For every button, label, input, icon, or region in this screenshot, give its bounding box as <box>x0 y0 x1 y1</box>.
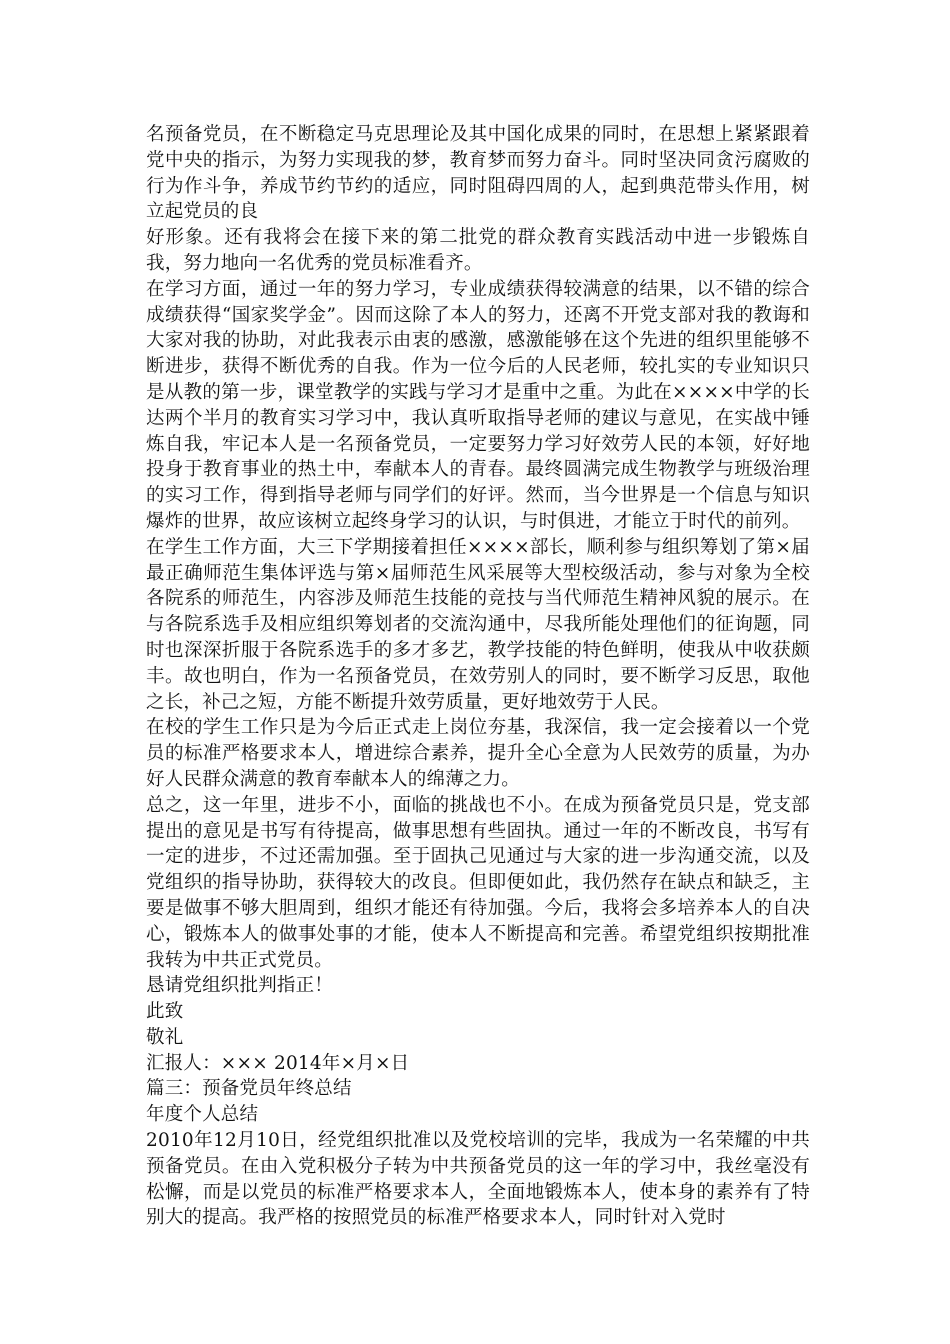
section-heading: 篇三：预备党员年终总结 <box>146 1078 352 1100</box>
closing-request: 恳请党组织批判指正！ <box>146 975 334 997</box>
paragraph-future: 在校的学生工作只是为今后正式走上岗位夯基，我深信，我一定会接着以一个党员的标准严格要求本人，增进综合素养，提升全心全意为人民效劳的质量，为办好人民群众满意的教育奉献本人的绵薄之力。 <box>146 717 810 790</box>
closing-regards: 敬礼 <box>146 1026 184 1048</box>
paragraph-student-work: 在学生工作方面，大三下学期接着担任××××部长，顺利参与组织筹划了第×届最正确师范生集体评选与第×届师范生风采展等大型校级活动，参与对象为全校各院系的师范生，内容涉及师范生技能的竞技与当代师范生精神风貌的展示。在与各院系选手及相应组织筹划者的交流沟通中，尽我所能处理他们的征询题，同时也深深折服于各院系选手的多才多艺，教学技能的特色鲜明，使我从中收获颇丰。故也明白，作为一名预备党员，在效劳别人的同时，要不断学习反思，取他之长，补己之短，方能不断提升效劳质量，更好地效劳于人民。 <box>146 536 810 713</box>
closing-salutation: 此致 <box>146 1001 184 1023</box>
section-subtitle: 年度个人总结 <box>146 1104 259 1126</box>
paragraph-1: 名预备党员，在不断稳定马克思理论及其中国化成果的同时，在思想上紧紧跟着党中央的指示，为努力实现我的梦，教育梦而努力奋斗。同时坚决同贪污腐败的行为作斗争，养成节约节约的适应，同时阻碍四周的人，起到典范带头作用，树立起党员的良 <box>146 124 810 223</box>
paragraph-study: 在学习方面，通过一年的努力学习，专业成绩获得较满意的结果，以不错的综合成绩获得“国家奖学金”。因而这除了本人的努力，还离不开党支部对我的教诲和大家对我的协助，对此我表示由衷的感激，感激能够在这个先进的组织里能够不断进步，获得不断优秀的自我。作为一位今后的人民老师，较扎实的专业知识只是从教的第一步，课堂教学的实践与学习才是重中之重。为此在××××中学的长达两个半月的教育实习学习中，我认真听取指导老师的建议与意见，在实战中锤炼自我，牢记本人是一名预备党员，一定要努力学习好效劳人民的本领，好好地投身于教育事业的热土中，奉献本人的青春。最终圆满完成生物教学与班级治理的实习工作，得到指导老师与同学们的好评。然而，当今世界是一个信息与知识爆炸的世界，故应该树立起终身学习的认识，与时俱进，才能立于时代的前列。 <box>146 278 810 532</box>
document-body <box>146 122 810 1231</box>
reporter-signature: 汇报人：××× 2014年×月×日 <box>146 1052 410 1074</box>
paragraph-2: 好形象。还有我将会在接下来的第二批党的群众教育实践活动中进一步锻炼自我，努力地向一名优秀的党员标准看齐。 <box>146 227 810 274</box>
paragraph-annual-summary: 2010年12月10日，经党组织批准以及党校培训的完毕，我成为一名荣耀的中共预备党员。在由入党积极分子转为中共预备党员的这一年的学习中，我丝毫没有松懈，而是以党员的标准严格要求本人，全面地锻炼本人，使本身的素养有了特别大的提高。我严格的按照党员的标准严格要求本人，同时针对入党时 <box>146 1130 810 1229</box>
paragraph-summary: 总之，这一年里，进步不小，面临的挑战也不小。在成为预备党员只是，党支部提出的意见是书写有待提高，做事思想有些固执。通过一年的不断改良，书写有一定的进步，不过还需加强。至于固执己见通过与大家的进一步沟通交流，以及党组织的指导协助，获得较大的改良。但即便如此，我仍然存在缺点和缺乏，主要是做事不够大胆周到，组织才能还有待加强。今后，我将会多培养本人的自决心，锻炼本人的做事处事的才能，使本人不断提高和完善。希望党组织按期批准我转为中共正式党员。 <box>146 794 810 971</box>
